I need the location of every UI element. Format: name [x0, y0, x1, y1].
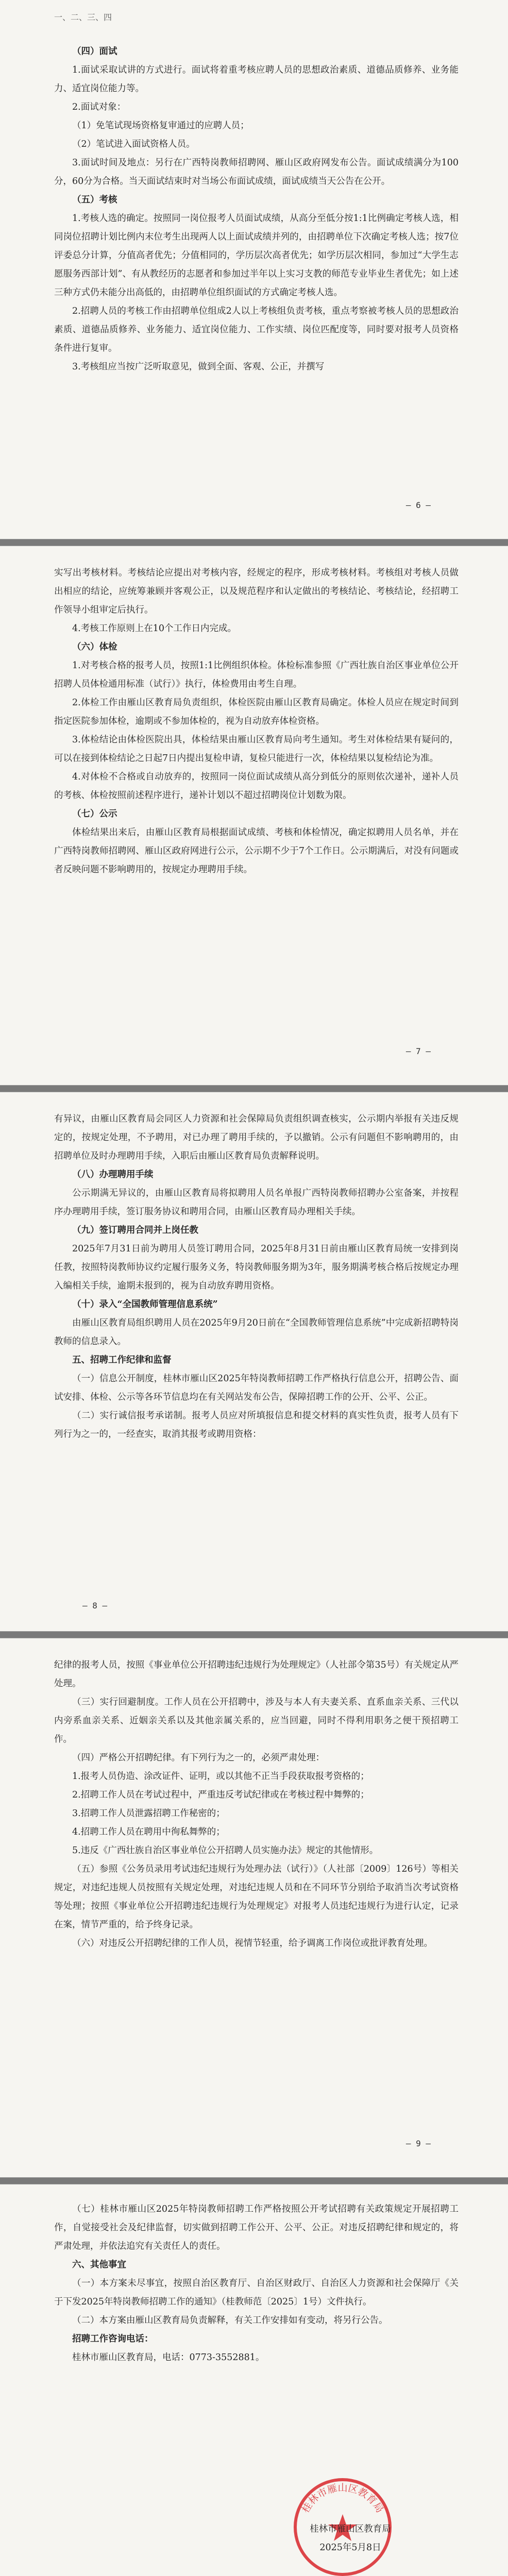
page-8 — [0, 1092, 508, 1631]
paragraph: 纪律的报考人员，按照《事业单位公开招聘违纪违规行为处理规定》（人社部令第35号）有关规定从严处理。 — [54, 1660, 459, 1689]
section-heading: （五）考核 — [72, 195, 117, 205]
paragraph: 2025年7月31日前为聘用人员签订聘用合同，2025年8月31日前由雁山区教育局统一安排到岗任教，按照特岗教师协议约定履行服务义务，特岗教师服务期为3年，服务期满考核合格后按规定办理入编相关手续，逾期未报到的，视为自动放弃聘用资格。 — [54, 1244, 459, 1291]
section-heading: （四）面试 — [72, 46, 117, 57]
paragraph: 3.招聘工作人员泄露招聘工作秘密的； — [72, 1808, 225, 1819]
paragraph: 1.考核人选的确定。按照同一岗位报考人员面试成绩，从高分至低分按1:1比例确定考核人选，相同岗位招聘计划比例内末位考生出现两人以上面试成绩并列的，由招聘单位下次确定考核人选；按7位评委总分计算，分值高者优先；分值相同的，学历层次高者优先；如学历层次相同，参加过“大学生志愿服务西部计划”、有从教经历的志愿者和参加过半年以上实习支教的师范专业毕业生者优先；如上述三种方式仍未能分出高低的，由招聘单位组织面试的方式确定考核人选。 — [54, 213, 459, 298]
signature-date: 2025年5月8日 — [319, 2543, 381, 2553]
paragraph: 2.招聘工作人员在考试过程中，严重违反考试纪律或在考核过程中舞弊的； — [72, 1790, 369, 1800]
paragraph: 3.考核组应当按广泛听取意见，做到全面、客观、公正，并撰写 — [72, 362, 325, 372]
paragraph: 1.面试采取试讲的方式进行。面试将着重考核应聘人员的思想政治素质、道德品质修养、业务能力、适宜岗位能力等。 — [54, 65, 459, 94]
page-9 — [0, 1638, 508, 2177]
paragraph: 体检结果出来后，由雁山区教育局根据面试成绩、考核和体检情况，确定拟聘用人员名单，并在广西特岗教师招聘网、雁山区政府网进行公示，公示期不少于7个工作日。公示期满后，对没有问题或者反映问题不影响聘用的，按规定办理聘用手续。 — [54, 827, 459, 875]
page-number: — 8 — — [82, 1601, 108, 1611]
page-number: — 7 — — [405, 1046, 431, 1056]
paragraph: 4.对体检不合格或自动放弃的，按照同一岗位面试成绩从高分到低分的原则依次递补，递补人员的考核、体检按照前述程序进行，递补计划以不超过招聘岗位计划数为限。 — [54, 772, 459, 801]
paragraph: （二）本方案由雁山区教育局负责解释，有关工作安排如有变动，将另行公告。 — [72, 2315, 388, 2326]
paragraph: 3.体检结论由体检医院出具，体检结果由雁山区教育局向考生通知。考生对体检结果有疑问的，可以在接到体检结论之日起7日内提出复检申请，复检只能进行一次，体检结果以复检结论为准。 — [54, 735, 459, 764]
paragraph: 4.考核工作原则上在10个工作日内完成。 — [72, 623, 236, 634]
section-heading: （八）办理聘用手续 — [72, 1170, 154, 1180]
paragraph: （七）桂林市雁山区2025年特岗教师招聘工作严格按照公开考试招聘有关政策规定开展招聘工作，自觉接受社会及纪律监督，切实做到招聘工作公开、公平、公正。对违反招聘纪律和规定的，将严肃处理，并依法追究有关责任人的责任。 — [54, 2204, 459, 2251]
paragraph: （一）本方案未尽事宜，按照自治区教育厅、自治区财政厅、自治区人力资源和社会保障厅《关于下发2025年特岗教师招聘工作的通知》（桂教师范〔2025〕1号）文件执行。 — [54, 2278, 459, 2307]
paragraph: 实写出考核材料。考核结论应提出对考核内容，经规定的程序，形成考核材料。考核组对考核人员做出相应的结论，应统筹兼顾并客观公正，以及规范程序和认定做出的考核结论、考核结论，经招聘工作领导小组审定后执行。 — [54, 568, 459, 615]
paragraph: （一）信息公开制度，桂林市雁山区2025年特岗教师招聘工作严格执行信息公开，招聘公告、面试安排、体检、公示等各环节信息均在有关网站发布公告，保障招聘工作的公开、公平、公正。 — [54, 1374, 459, 1402]
paragraph: 2.体检工作由雁山区教育局负责组织，体检医院由雁山区教育局确定。体检人员应在规定时间到指定医院参加体检，逾期或不参加体检的，视为自动放弃体检资格。 — [54, 698, 459, 726]
paragraph: 桂林市雁山区教育局，电话：0773-3552881。 — [72, 2352, 265, 2363]
paragraph: 1.对考核合格的报考人员，按照1:1比例组织体检。体检标准参照《广西壮族自治区事业单位公开招聘人员体检通用标准（试行）》执行，体检费用由考生自理。 — [54, 660, 459, 689]
top-note: 一、二、三、四 — [54, 12, 112, 22]
section-heading: （十）录入“全国教师管理信息系统” — [72, 1299, 218, 1310]
paragraph: 2.面试对象： — [72, 102, 126, 112]
page-9-body — [54, 1656, 459, 1953]
page-8-body — [54, 1110, 459, 1444]
signature-block — [0, 2473, 508, 2576]
signature-org: 桂林市雁山区教育局 — [310, 2524, 391, 2534]
paragraph: 5.违反《广西壮族自治区事业单位公开招聘人员实施办法》规定的其他情形。 — [72, 1845, 379, 1856]
paragraph: （三）实行回避制度。工作人员在公开招聘中，涉及与本人有夫妻关系、直系血亲关系、三代以内旁系血亲关系、近姻亲关系以及其他亲属关系的，应当回避，同时不得利用职务之便干预招聘工作。 — [54, 1697, 459, 1744]
page-7-body — [54, 564, 459, 879]
paragraph: 由雁山区教育局组织聘用人员在2025年9月20日前在“全国教师管理信息系统”中完成新招聘特岗教师的信息录入。 — [54, 1318, 459, 1347]
svg-text:桂林市雁山区教育局 — [300, 2482, 385, 2515]
paragraph: 1.报考人员伪造、涂改证件、证明，或以其他不正当手段获取报考资格的； — [72, 1771, 369, 1782]
page-6-body — [54, 42, 459, 376]
page-6 — [0, 0, 508, 539]
page-number: — 9 — — [405, 2139, 431, 2148]
paragraph: （六）对违反公开招聘纪律的工作人员，视情节轻重，给予调离工作岗位或批评教育处理。 — [72, 1938, 433, 1948]
section-heading: 六、其他事宜 — [72, 2260, 126, 2270]
paragraph: （五）参照《公务员录用考试违纪违规行为处理办法（试行）》（人社部〔2009〕126号）等相关规定，对违纪违规人员按照有关规定处理，对违纪违规人员和在不同环节分别给予取消当次考试资格等处理；按照《事业单位公开招聘违纪违规行为处理规定》对报考人员违纪违规行为进行认定，记录在案，情节严重的，给予终身记录。 — [54, 1864, 459, 1930]
paragraph: 2.招聘人员的考核工作由招聘单位组成2人以上考核组负责考核，重点考察被考核人员的思想政治素质、道德品质修养、业务能力、适宜岗位能力、工作实绩、岗位匹配度等，同时要对报考人员资格条件进行复审。 — [54, 306, 459, 353]
section-heading: （六）体检 — [72, 642, 117, 652]
section-heading: （九）签订聘用合同并上岗任教 — [72, 1225, 198, 1235]
paragraph: （二）实行诚信报考承诺制。报考人员应对所填报信息和提交材料的真实性负责，报考人员有下列行为之一的，一经查实，取消其报考或聘用资格： — [54, 1411, 459, 1439]
paragraph: （1）免笔试现场资格复审通过的应聘人员； — [72, 121, 249, 131]
section-heading: 五、招聘工作纪律和监督 — [72, 1355, 172, 1365]
paragraph: （四）严格公开招聘纪律。有下列行为之一的，必须严肃处理： — [72, 1753, 325, 1763]
section-heading: 招聘工作咨询电话： — [72, 2334, 154, 2344]
page-number: — 6 — — [405, 500, 431, 510]
paragraph: 有异议，由雁山区教育局会同区人力资源和社会保障局负责组织调查核实，公示期内举报有关违反规定的，按规定处理，不予聘用，对已办理了聘用手续的，予以撤销。公示有问题但不影响聘用的，由招聘单位及时办理聘用手续，入职后由雁山区教育局负责解释说明。 — [54, 1114, 459, 1161]
seal-text: 桂林市雁山区教育局 — [299, 2482, 386, 2515]
page-7 — [0, 546, 508, 1085]
page-10-body — [54, 2200, 459, 2367]
paragraph: 3.面试时间及地点：另行在广西特岗教师招聘网、雁山区政府网发布公告。面试成绩满分为100分，60分为合格。当天面试结束时对当场公布面试成绩，面试成绩当天公告在公开。 — [54, 158, 459, 187]
paragraph: 公示期满无异议的，由雁山区教育局将拟聘用人员名单报广西特岗教师招聘办公室备案，并按程序办理聘用手续，签订服务协议和聘用合同，由雁山区教育局办理相关手续。 — [54, 1188, 459, 1217]
section-heading: （七）公示 — [72, 809, 117, 819]
paragraph: 4.招聘工作人员在聘用中徇私舞弊的； — [72, 1827, 225, 1837]
paragraph: （2）笔试进入面试资格人员。 — [72, 139, 195, 149]
page-10 — [0, 2184, 508, 2576]
